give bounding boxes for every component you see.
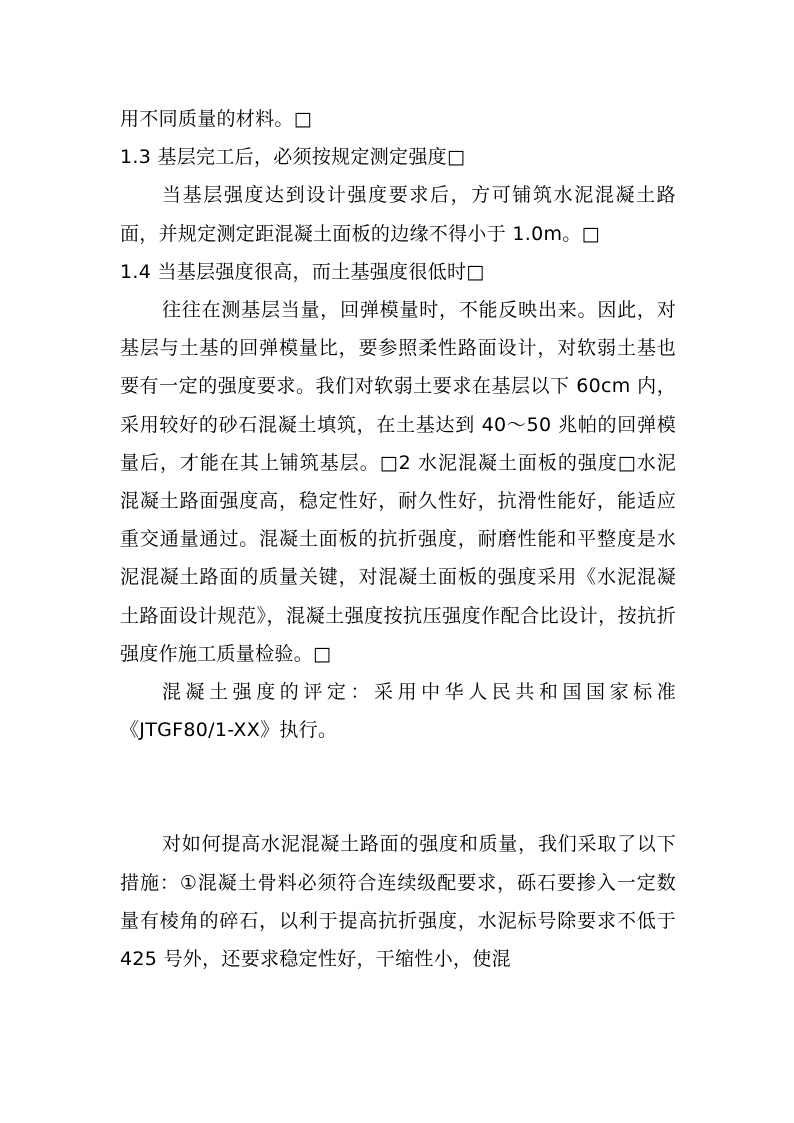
paragraph-modulus-and-slab-strength: 往往在测基层当量，回弹模量时，不能反映出来。因此，对基层与土基的回弹模量比，要参照柔性路面设计，对软弱土基也要有一定的强度要求。我们对软弱土要求在基层以下 60cm 内，采用较好的砂石混凝土填筑，在土基达到 40～50 兆帕的回弹模量后，才能在其上铺筑基层。□2 水泥混凝土面板的强度□水泥混凝土路面强度高，稳定性好，耐久性好，抗滑性能好，能适应重交通量通过。混凝土面板的抗折强度，耐磨性能和平整度是水泥混凝土路面的质量关键，对混凝土面板的强度采用《水泥混凝土路面设计规范》，混凝土强度按抗压强度作配合比设计，按抗折强度作施工质量检验。□ bbox=[120, 299, 676, 665]
paragraph-strength-evaluation: 混凝土强度的评定：采用中华人民共和国国家标准《JTGF80/1-XX》执行。 bbox=[120, 681, 676, 742]
document-body bbox=[120, 100, 676, 978]
heading-1-3-base-strength: 1.3 基层完工后，必须按规定测定强度□ bbox=[120, 146, 466, 169]
paragraph-base-strength-requirement: 当基层强度达到设计强度要求后，方可铺筑水泥混凝土路面，并规定测定距混凝土面板的边缘不得小于 1.0m。□ bbox=[120, 184, 676, 245]
paragraph-improvement-measures: 对如何提高水泥混凝土路面的强度和质量，我们采取了以下措施：①混凝土骨料必须符合连续级配要求，砾石要掺入一定数量有棱角的碎石，以利于提高抗折强度，水泥标号除要求不低于 425 号外，还要求稳定性好，干缩性小，使混 bbox=[120, 833, 676, 971]
paragraph-materials-tail: 用不同质量的材料。□ bbox=[120, 108, 312, 130]
paragraph-spacing bbox=[120, 749, 676, 825]
heading-1-4-base-high-subgrade-low: 1.4 当基层强度很高，而土基强度很低时□ bbox=[120, 260, 485, 283]
